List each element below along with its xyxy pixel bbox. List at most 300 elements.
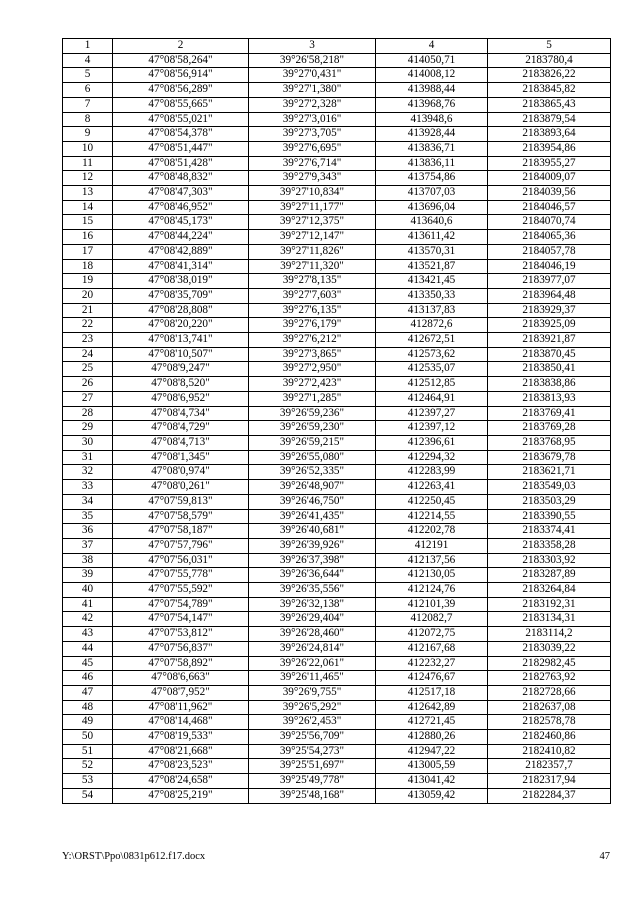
- table-cell-col-5: 2184046,19: [488, 259, 611, 274]
- table-cell-col-1: 36: [63, 524, 113, 539]
- table-cell-col-1: 28: [63, 406, 113, 421]
- table-cell-col-5: 2183303,92: [488, 553, 611, 568]
- table-cell-col-1: 54: [63, 788, 113, 803]
- table-cell-col-5: 2182410,82: [488, 744, 611, 759]
- table-cell-col-5: 2183925,09: [488, 318, 611, 333]
- table-cell-col-3: 39°27'6,212": [249, 333, 376, 348]
- coordinates-table: [62, 38, 611, 804]
- table-cell-col-4: 413928,44: [376, 127, 488, 142]
- table-row: [63, 274, 611, 289]
- table-cell-col-1: 52: [63, 759, 113, 774]
- table-cell-col-4: 412202,78: [376, 524, 488, 539]
- table-cell-col-5: 2183870,45: [488, 347, 611, 362]
- table-cell-col-2: 47°08'11,962": [113, 700, 249, 715]
- table-cell-col-2: 47°08'6,663": [113, 671, 249, 686]
- table-cell-col-5: 2183390,55: [488, 509, 611, 524]
- table-cell-col-5: 2184057,78: [488, 244, 611, 259]
- table-cell-col-1: 15: [63, 215, 113, 230]
- table-cell-col-4: 412250,45: [376, 494, 488, 509]
- table-cell-col-3: 39°27'12,375": [249, 215, 376, 230]
- table-cell-col-3: 39°27'3,705": [249, 127, 376, 142]
- table-cell-col-1: 25: [63, 362, 113, 377]
- table-cell-col-2: 47°08'55,021": [113, 112, 249, 127]
- table-cell-col-4: 413968,76: [376, 97, 488, 112]
- table-row: [63, 215, 611, 230]
- table-cell-col-5: 2183374,41: [488, 524, 611, 539]
- table-cell-col-4: 412396,61: [376, 435, 488, 450]
- header-col-5: 5: [488, 39, 611, 54]
- table-cell-col-5: 2183955,27: [488, 156, 611, 171]
- table-cell-col-1: 45: [63, 656, 113, 671]
- table-row: [63, 303, 611, 318]
- table-cell-col-2: 47°07'54,789": [113, 597, 249, 612]
- table-cell-col-5: 2182763,92: [488, 671, 611, 686]
- table-header: [63, 39, 611, 54]
- table-cell-col-3: 39°26'36,644": [249, 568, 376, 583]
- table-cell-col-2: 47°07'56,837": [113, 641, 249, 656]
- table-row: [63, 230, 611, 245]
- table-cell-col-4: 412573,62: [376, 347, 488, 362]
- table-cell-col-5: 2183929,37: [488, 303, 611, 318]
- table-cell-col-5: 2183621,71: [488, 465, 611, 480]
- table-cell-col-5: 2184065,36: [488, 230, 611, 245]
- table-cell-col-1: 22: [63, 318, 113, 333]
- table-cell-col-3: 39°27'6,179": [249, 318, 376, 333]
- table-cell-col-4: 413005,59: [376, 759, 488, 774]
- table-cell-col-5: 2184009,07: [488, 171, 611, 186]
- table-cell-col-3: 39°27'2,328": [249, 97, 376, 112]
- table-row: [63, 244, 611, 259]
- table-cell-col-2: 47°07'58,892": [113, 656, 249, 671]
- table-cell-col-5: 2184046,57: [488, 200, 611, 215]
- table-row: [63, 641, 611, 656]
- table-row: [63, 715, 611, 730]
- table-cell-col-3: 39°26'58,218": [249, 53, 376, 68]
- table-cell-col-5: 2183964,48: [488, 288, 611, 303]
- table-cell-col-3: 39°26'35,556": [249, 583, 376, 598]
- table-cell-col-3: 39°27'2,423": [249, 377, 376, 392]
- table-cell-col-3: 39°27'10,834": [249, 186, 376, 201]
- table-cell-col-5: 2182284,37: [488, 788, 611, 803]
- table-cell-col-5: 2183679,78: [488, 450, 611, 465]
- table-cell-col-1: 42: [63, 612, 113, 627]
- table-cell-col-3: 39°27'3,016": [249, 112, 376, 127]
- table-cell-col-4: 413988,44: [376, 83, 488, 98]
- table-cell-col-1: 47: [63, 685, 113, 700]
- header-col-3: 3: [249, 39, 376, 54]
- table-cell-col-1: 37: [63, 538, 113, 553]
- table-cell-col-1: 20: [63, 288, 113, 303]
- table-cell-col-2: 47°08'38,019": [113, 274, 249, 289]
- table-cell-col-4: 412672,51: [376, 333, 488, 348]
- table-cell-col-4: 412214,55: [376, 509, 488, 524]
- table-cell-col-1: 53: [63, 774, 113, 789]
- table-row: [63, 612, 611, 627]
- table-cell-col-1: 29: [63, 421, 113, 436]
- table-cell-col-2: 47°08'56,289": [113, 83, 249, 98]
- table-cell-col-2: 47°08'25,219": [113, 788, 249, 803]
- table-cell-col-1: 21: [63, 303, 113, 318]
- table-cell-col-3: 39°26'41,435": [249, 509, 376, 524]
- table-cell-col-3: 39°26'55,080": [249, 450, 376, 465]
- table-cell-col-4: 413137,83: [376, 303, 488, 318]
- table-cell-col-2: 47°07'57,796": [113, 538, 249, 553]
- table-cell-col-3: 39°27'7,603": [249, 288, 376, 303]
- table-cell-col-1: 13: [63, 186, 113, 201]
- table-cell-col-2: 47°07'53,812": [113, 627, 249, 642]
- table-cell-col-2: 47°08'23,523": [113, 759, 249, 774]
- table-cell-col-5: 2183954,86: [488, 141, 611, 156]
- table-cell-col-1: 16: [63, 230, 113, 245]
- table-cell-col-5: 2183879,54: [488, 112, 611, 127]
- table-cell-col-1: 38: [63, 553, 113, 568]
- header-col-2: 2: [113, 39, 249, 54]
- table-row: [63, 450, 611, 465]
- table-cell-col-5: 2183114,2: [488, 627, 611, 642]
- table-cell-col-2: 47°08'21,668": [113, 744, 249, 759]
- table-cell-col-2: 47°08'56,914": [113, 68, 249, 83]
- table-cell-col-3: 39°27'8,135": [249, 274, 376, 289]
- table-cell-col-5: 2184039,56: [488, 186, 611, 201]
- table-cell-col-3: 39°26'29,404": [249, 612, 376, 627]
- table-cell-col-2: 47°08'44,224": [113, 230, 249, 245]
- table-cell-col-5: 2183865,43: [488, 97, 611, 112]
- table-row: [63, 465, 611, 480]
- table-cell-col-5: 2183838,86: [488, 377, 611, 392]
- table-cell-col-3: 39°25'54,273": [249, 744, 376, 759]
- table-cell-col-3: 39°26'37,398": [249, 553, 376, 568]
- table-cell-col-3: 39°26'22,061": [249, 656, 376, 671]
- table-cell-col-4: 413836,71: [376, 141, 488, 156]
- table-cell-col-5: 2182317,94: [488, 774, 611, 789]
- table-cell-col-1: 5: [63, 68, 113, 83]
- footer-page-number: 47: [599, 851, 610, 862]
- table-cell-col-5: 2182637,08: [488, 700, 611, 715]
- table-body: [63, 53, 611, 803]
- table-row: [63, 656, 611, 671]
- table-cell-col-3: 39°26'52,335": [249, 465, 376, 480]
- table-cell-col-3: 39°25'56,709": [249, 730, 376, 745]
- table-cell-col-1: 10: [63, 141, 113, 156]
- table-row: [63, 259, 611, 274]
- table-cell-col-4: 412512,85: [376, 377, 488, 392]
- table-row: [63, 377, 611, 392]
- table-cell-col-4: 413521,87: [376, 259, 488, 274]
- table-cell-col-4: 413836,11: [376, 156, 488, 171]
- table-cell-col-5: 2183358,28: [488, 538, 611, 553]
- table-cell-col-4: 412232,27: [376, 656, 488, 671]
- table-row: [63, 421, 611, 436]
- table-cell-col-1: 33: [63, 480, 113, 495]
- table-row: [63, 744, 611, 759]
- table-cell-col-5: 2183850,41: [488, 362, 611, 377]
- table-cell-col-5: 2183192,31: [488, 597, 611, 612]
- table-row: [63, 538, 611, 553]
- table-cell-col-4: 412082,7: [376, 612, 488, 627]
- table-cell-col-4: 412072,75: [376, 627, 488, 642]
- header-col-1: 1: [63, 39, 113, 54]
- table-cell-col-3: 39°26'46,750": [249, 494, 376, 509]
- table-cell-col-2: 47°08'7,952": [113, 685, 249, 700]
- table-cell-col-1: 32: [63, 465, 113, 480]
- table-cell-col-4: 412397,27: [376, 406, 488, 421]
- table-cell-col-1: 24: [63, 347, 113, 362]
- table-cell-col-1: 39: [63, 568, 113, 583]
- table-cell-col-3: 39°27'3,865": [249, 347, 376, 362]
- table-cell-col-4: 412167,68: [376, 641, 488, 656]
- table-cell-col-4: 413350,33: [376, 288, 488, 303]
- table-row: [63, 156, 611, 171]
- table-cell-col-2: 47°08'20,220": [113, 318, 249, 333]
- table-row: [63, 774, 611, 789]
- table-cell-col-5: 2183769,28: [488, 421, 611, 436]
- table-cell-col-1: 11: [63, 156, 113, 171]
- table-cell-col-2: 47°08'13,741": [113, 333, 249, 348]
- table-cell-col-2: 47°08'4,734": [113, 406, 249, 421]
- table-cell-col-1: 26: [63, 377, 113, 392]
- table-row: [63, 730, 611, 745]
- table-cell-col-4: 413948,6: [376, 112, 488, 127]
- table-cell-col-2: 47°08'4,713": [113, 435, 249, 450]
- table-cell-col-3: 39°26'48,907": [249, 480, 376, 495]
- table-cell-col-2: 47°08'51,447": [113, 141, 249, 156]
- table-cell-col-2: 47°07'58,187": [113, 524, 249, 539]
- table-cell-col-2: 47°08'41,314": [113, 259, 249, 274]
- table-cell-col-4: 412517,18: [376, 685, 488, 700]
- table-cell-col-4: 412263,41: [376, 480, 488, 495]
- table-cell-col-4: 413041,42: [376, 774, 488, 789]
- table-cell-col-2: 47°08'51,428": [113, 156, 249, 171]
- footer-file-path: Y:\ORST\Ppo\0831p612.f17.docx: [62, 851, 206, 862]
- table-cell-col-1: 41: [63, 597, 113, 612]
- table-row: [63, 524, 611, 539]
- table-cell-col-3: 39°27'6,135": [249, 303, 376, 318]
- table-cell-col-3: 39°26'59,230": [249, 421, 376, 436]
- table-cell-col-1: 40: [63, 583, 113, 598]
- table-cell-col-3: 39°26'32,138": [249, 597, 376, 612]
- table-row: [63, 68, 611, 83]
- table-cell-col-3: 39°26'9,755": [249, 685, 376, 700]
- table-cell-col-5: 2184070,74: [488, 215, 611, 230]
- table-row: [63, 318, 611, 333]
- table-cell-col-1: 49: [63, 715, 113, 730]
- table-cell-col-3: 39°27'11,320": [249, 259, 376, 274]
- table-row: [63, 127, 611, 142]
- table-cell-col-3: 39°27'12,147": [249, 230, 376, 245]
- table-cell-col-5: 2183134,31: [488, 612, 611, 627]
- table-cell-col-1: 9: [63, 127, 113, 142]
- table-cell-col-4: 413611,42: [376, 230, 488, 245]
- table-row: [63, 597, 611, 612]
- table-cell-col-1: 43: [63, 627, 113, 642]
- table-cell-col-1: 34: [63, 494, 113, 509]
- table-cell-col-1: 23: [63, 333, 113, 348]
- table-cell-col-3: 39°26'59,236": [249, 406, 376, 421]
- table-cell-col-4: 412137,56: [376, 553, 488, 568]
- table-cell-col-3: 39°26'11,465": [249, 671, 376, 686]
- table-cell-col-4: 412464,91: [376, 391, 488, 406]
- table-cell-col-4: 412124,76: [376, 583, 488, 598]
- table-cell-col-2: 47°08'55,665": [113, 97, 249, 112]
- table-cell-col-4: 413696,04: [376, 200, 488, 215]
- table-cell-col-2: 47°07'55,778": [113, 568, 249, 583]
- table-row: [63, 509, 611, 524]
- table-cell-col-4: 412294,32: [376, 450, 488, 465]
- table-cell-col-3: 39°25'49,778": [249, 774, 376, 789]
- table-cell-col-5: 2183039,22: [488, 641, 611, 656]
- table-cell-col-2: 47°08'19,533": [113, 730, 249, 745]
- table-cell-col-5: 2182728,66: [488, 685, 611, 700]
- table-row: [63, 568, 611, 583]
- table-cell-col-1: 6: [63, 83, 113, 98]
- table-cell-col-4: 412130,05: [376, 568, 488, 583]
- table-cell-col-4: 413570,31: [376, 244, 488, 259]
- table-cell-col-3: 39°27'6,714": [249, 156, 376, 171]
- table-row: [63, 583, 611, 598]
- table-cell-col-3: 39°26'2,453": [249, 715, 376, 730]
- table-cell-col-1: 31: [63, 450, 113, 465]
- table-row: [63, 200, 611, 215]
- table-row: [63, 435, 611, 450]
- table-cell-col-2: 47°08'45,173": [113, 215, 249, 230]
- table-cell-col-1: 50: [63, 730, 113, 745]
- table-cell-col-2: 47°08'28,808": [113, 303, 249, 318]
- table-cell-col-2: 47°08'0,261": [113, 480, 249, 495]
- table-row: [63, 53, 611, 68]
- table-row: [63, 671, 611, 686]
- table-cell-col-2: 47°08'24,658": [113, 774, 249, 789]
- table-cell-col-4: 414050,71: [376, 53, 488, 68]
- table-cell-col-4: 412880,26: [376, 730, 488, 745]
- table-row: [63, 362, 611, 377]
- table-row: [63, 112, 611, 127]
- table-row: [63, 788, 611, 803]
- table-cell-col-1: 14: [63, 200, 113, 215]
- table-cell-col-1: 51: [63, 744, 113, 759]
- table-cell-col-5: 2183845,82: [488, 83, 611, 98]
- table-cell-col-2: 47°08'47,303": [113, 186, 249, 201]
- table-row: [63, 759, 611, 774]
- table-cell-col-2: 47°08'48,832": [113, 171, 249, 186]
- table-cell-col-3: 39°27'1,380": [249, 83, 376, 98]
- table-cell-col-4: 412642,89: [376, 700, 488, 715]
- table-cell-col-2: 47°08'42,889": [113, 244, 249, 259]
- table-cell-col-5: 2182982,45: [488, 656, 611, 671]
- table-cell-col-1: 19: [63, 274, 113, 289]
- table-cell-col-2: 47°07'56,031": [113, 553, 249, 568]
- table-row: [63, 627, 611, 642]
- header-col-4: 4: [376, 39, 488, 54]
- table-cell-col-4: 412191: [376, 538, 488, 553]
- table-cell-col-1: 4: [63, 53, 113, 68]
- table-cell-col-3: 39°27'1,285": [249, 391, 376, 406]
- table-cell-col-4: 413707,03: [376, 186, 488, 201]
- table-cell-col-2: 47°07'59,813": [113, 494, 249, 509]
- table-row: [63, 186, 611, 201]
- table-cell-col-2: 47°08'9,247": [113, 362, 249, 377]
- table-cell-col-5: 2183893,64: [488, 127, 611, 142]
- table-cell-col-1: 8: [63, 112, 113, 127]
- table-cell-col-3: 39°26'59,215": [249, 435, 376, 450]
- table-cell-col-2: 47°08'54,378": [113, 127, 249, 142]
- header-row: [63, 39, 611, 54]
- table-cell-col-1: 17: [63, 244, 113, 259]
- table-cell-col-3: 39°25'51,697": [249, 759, 376, 774]
- table-row: [63, 553, 611, 568]
- table-row: [63, 406, 611, 421]
- table-cell-col-2: 47°07'55,592": [113, 583, 249, 598]
- table-row: [63, 83, 611, 98]
- table-cell-col-5: 2183768,95: [488, 435, 611, 450]
- table-cell-col-2: 47°08'8,520": [113, 377, 249, 392]
- table-cell-col-5: 2183977,07: [488, 274, 611, 289]
- table-cell-col-3: 39°27'0,431": [249, 68, 376, 83]
- table-cell-col-2: 47°08'35,709": [113, 288, 249, 303]
- table-cell-col-5: 2182578,78: [488, 715, 611, 730]
- table-cell-col-1: 48: [63, 700, 113, 715]
- table-cell-col-1: 7: [63, 97, 113, 112]
- table-cell-col-5: 2183503,29: [488, 494, 611, 509]
- table-cell-col-5: 2183769,41: [488, 406, 611, 421]
- table-cell-col-2: 47°08'4,729": [113, 421, 249, 436]
- table-cell-col-2: 47°08'6,952": [113, 391, 249, 406]
- table-cell-col-4: 412476,67: [376, 671, 488, 686]
- table-cell-col-5: 2183826,22: [488, 68, 611, 83]
- table-row: [63, 700, 611, 715]
- table-cell-col-2: 47°07'54,147": [113, 612, 249, 627]
- table-row: [63, 141, 611, 156]
- table-cell-col-3: 39°26'5,292": [249, 700, 376, 715]
- table-cell-col-4: 413421,45: [376, 274, 488, 289]
- table-cell-col-5: 2183813,93: [488, 391, 611, 406]
- table-row: [63, 347, 611, 362]
- table-row: [63, 480, 611, 495]
- table-cell-col-3: 39°25'48,168": [249, 788, 376, 803]
- table-cell-col-1: 35: [63, 509, 113, 524]
- table-cell-col-2: 47°08'14,468": [113, 715, 249, 730]
- table-cell-col-3: 39°27'2,950": [249, 362, 376, 377]
- table-cell-col-3: 39°27'9,343": [249, 171, 376, 186]
- table-cell-col-1: 27: [63, 391, 113, 406]
- table-cell-col-1: 30: [63, 435, 113, 450]
- table-cell-col-4: 412397,12: [376, 421, 488, 436]
- table-cell-col-2: 47°08'0,974": [113, 465, 249, 480]
- table-cell-col-4: 413640,6: [376, 215, 488, 230]
- table-cell-col-4: 412721,45: [376, 715, 488, 730]
- table-row: [63, 685, 611, 700]
- table-cell-col-3: 39°27'11,826": [249, 244, 376, 259]
- table-row: [63, 171, 611, 186]
- table-cell-col-4: 412101,39: [376, 597, 488, 612]
- table-cell-col-5: 2183264,84: [488, 583, 611, 598]
- table-row: [63, 97, 611, 112]
- table-cell-col-3: 39°26'24,814": [249, 641, 376, 656]
- table-row: [63, 494, 611, 509]
- table-cell-col-3: 39°27'6,695": [249, 141, 376, 156]
- table-cell-col-4: 412872,6: [376, 318, 488, 333]
- table-cell-col-3: 39°26'39,926": [249, 538, 376, 553]
- table-cell-col-4: 412535,07: [376, 362, 488, 377]
- table-cell-col-3: 39°27'11,177": [249, 200, 376, 215]
- table-cell-col-4: 412947,22: [376, 744, 488, 759]
- table-row: [63, 391, 611, 406]
- table-row: [63, 333, 611, 348]
- table-cell-col-2: 47°08'1,345": [113, 450, 249, 465]
- table-cell-col-5: 2183549,03: [488, 480, 611, 495]
- table-row: [63, 288, 611, 303]
- table-cell-col-5: 2183921,87: [488, 333, 611, 348]
- table-cell-col-2: 47°08'58,264": [113, 53, 249, 68]
